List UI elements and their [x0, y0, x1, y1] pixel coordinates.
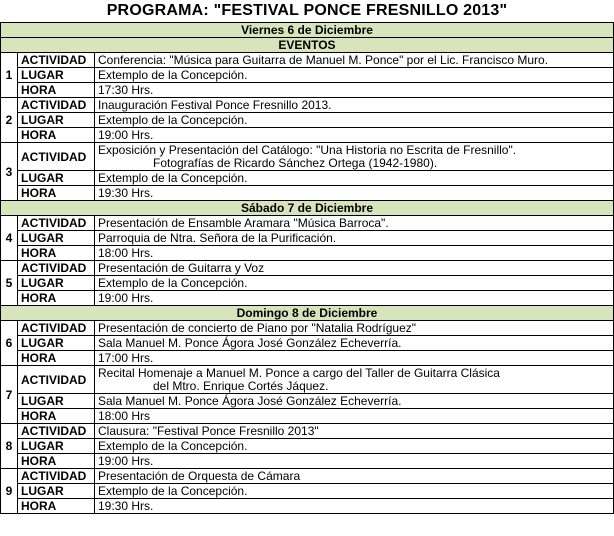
location-label: LUGAR	[18, 231, 95, 246]
activity-label: ACTIVIDAD	[18, 53, 95, 68]
time-value: 17:30 Hrs.	[95, 83, 614, 98]
location-label: LUGAR	[18, 113, 95, 128]
time-label: HORA	[18, 128, 95, 143]
activity-value	[95, 366, 614, 394]
time-row	[1, 351, 614, 366]
activity-row	[1, 469, 614, 484]
activity-label: ACTIVIDAD	[18, 469, 95, 484]
location-label: LUGAR	[18, 171, 95, 186]
location-label: LUGAR	[18, 394, 95, 409]
time-label: HORA	[18, 351, 95, 366]
location-row	[1, 484, 614, 499]
page-title: PROGRAMA: "FESTIVAL PONCE FRESNILLO 2013"	[106, 2, 508, 19]
activity-row	[1, 53, 614, 68]
location-label: LUGAR	[18, 336, 95, 351]
location-row	[1, 171, 614, 186]
program-table	[0, 22, 614, 514]
activity-row	[1, 143, 614, 171]
activity-line: Recital Homenaje a Manuel M. Ponce a cargo del Taller de Guitarra Clásica	[98, 365, 500, 380]
location-row	[1, 68, 614, 83]
location-row	[1, 113, 614, 128]
time-row	[1, 83, 614, 98]
activity-label: ACTIVIDAD	[18, 143, 95, 171]
activity-label: ACTIVIDAD	[18, 98, 95, 113]
activity-label: ACTIVIDAD	[18, 261, 95, 276]
location-label: LUGAR	[18, 68, 95, 83]
activity-value	[95, 469, 614, 484]
activity-line: Presentación de Ensamble Aramara "Música Barroca".	[98, 215, 389, 230]
location-value: Extemplo de la Concepción.	[95, 68, 614, 83]
location-row	[1, 276, 614, 291]
location-row	[1, 439, 614, 454]
event-number: 9	[1, 469, 18, 514]
activity-value	[95, 321, 614, 336]
activity-line: Exposición y Presentación del Catálogo: "Una Historia no Escrita de Fresnillo".	[98, 142, 517, 157]
activity-line: Presentación de Guitarra y Voz	[98, 260, 265, 275]
time-value: 18:00 Hrs	[95, 409, 614, 424]
event-number: 1	[1, 53, 18, 98]
activity-label: ACTIVIDAD	[18, 366, 95, 394]
time-value: 19:00 Hrs.	[95, 291, 614, 306]
day-header: Domingo 8 de Diciembre	[1, 306, 614, 321]
time-label: HORA	[18, 186, 95, 201]
activity-value	[95, 216, 614, 231]
location-label: LUGAR	[18, 484, 95, 499]
time-value: 19:00 Hrs.	[95, 128, 614, 143]
activity-line: Clausura: "Festival Ponce Fresnillo 2013"	[98, 423, 319, 438]
time-row	[1, 409, 614, 424]
time-label: HORA	[18, 83, 95, 98]
time-label: HORA	[18, 499, 95, 514]
event-number: 3	[1, 143, 18, 201]
activity-row	[1, 424, 614, 439]
activity-value	[95, 143, 614, 171]
event-number: 2	[1, 98, 18, 143]
activity-row	[1, 321, 614, 336]
day-header-row	[1, 201, 614, 216]
activity-line: Inauguración Festival Ponce Fresnillo 2013.	[98, 97, 332, 112]
activity-row	[1, 366, 614, 394]
time-row	[1, 291, 614, 306]
time-label: HORA	[18, 246, 95, 261]
activity-label: ACTIVIDAD	[18, 216, 95, 231]
activity-line: Presentación de concierto de Piano por "Natalia Rodríguez"	[98, 320, 417, 335]
location-value: Extemplo de la Concepción.	[95, 484, 614, 499]
day-header-row	[1, 306, 614, 321]
time-row	[1, 246, 614, 261]
activity-label: ACTIVIDAD	[18, 321, 95, 336]
location-row	[1, 336, 614, 351]
location-value: Sala Manuel M. Ponce Ágora José González Echeverría.	[95, 336, 614, 351]
time-value: 19:00 Hrs.	[95, 454, 614, 469]
event-number: 5	[1, 261, 18, 306]
section-header: EVENTOS	[1, 38, 614, 53]
location-value: Extemplo de la Concepción.	[95, 171, 614, 186]
location-row	[1, 394, 614, 409]
activity-row	[1, 98, 614, 113]
time-row	[1, 128, 614, 143]
time-label: HORA	[18, 291, 95, 306]
section-header-row	[1, 38, 614, 53]
activity-line: del Mtro. Enrique Cortés Jáquez.	[153, 378, 329, 393]
location-value: Extemplo de la Concepción.	[95, 439, 614, 454]
location-label: LUGAR	[18, 439, 95, 454]
day-header: Sábado 7 de Diciembre	[1, 201, 614, 216]
time-value: 17:00 Hrs.	[95, 351, 614, 366]
location-row	[1, 231, 614, 246]
activity-line: Conferencia: "Música para Guitarra de Manuel M. Ponce" por el Lic. Francisco Muro.	[98, 52, 549, 67]
event-number: 8	[1, 424, 18, 469]
location-value: Sala Manuel M. Ponce Ágora José González Echeverría.	[95, 394, 614, 409]
time-value: 19:30 Hrs.	[95, 186, 614, 201]
time-row	[1, 186, 614, 201]
day-header-row	[1, 23, 614, 38]
event-number: 7	[1, 366, 18, 424]
location-value: Parroquia de Ntra. Señora de la Purificación.	[95, 231, 614, 246]
location-value: Extemplo de la Concepción.	[95, 113, 614, 128]
activity-value	[95, 261, 614, 276]
activity-row	[1, 261, 614, 276]
time-value: 18:00 Hrs.	[95, 246, 614, 261]
time-label: HORA	[18, 454, 95, 469]
time-row	[1, 499, 614, 514]
location-value: Extemplo de la Concepción.	[95, 276, 614, 291]
event-number: 6	[1, 321, 18, 366]
day-header: Viernes 6 de Diciembre	[1, 23, 614, 38]
activity-label: ACTIVIDAD	[18, 424, 95, 439]
time-row	[1, 454, 614, 469]
activity-value	[95, 98, 614, 113]
location-label: LUGAR	[18, 276, 95, 291]
activity-value	[95, 53, 614, 68]
activity-value	[95, 424, 614, 439]
activity-line: Fotografías de Ricardo Sánchez Ortega (1942-1980).	[153, 155, 438, 170]
time-label: HORA	[18, 409, 95, 424]
time-value: 19:30 Hrs.	[95, 499, 614, 514]
activity-row	[1, 216, 614, 231]
event-number: 4	[1, 216, 18, 261]
activity-line: Presentación de Orquesta de Cámara	[98, 468, 301, 483]
